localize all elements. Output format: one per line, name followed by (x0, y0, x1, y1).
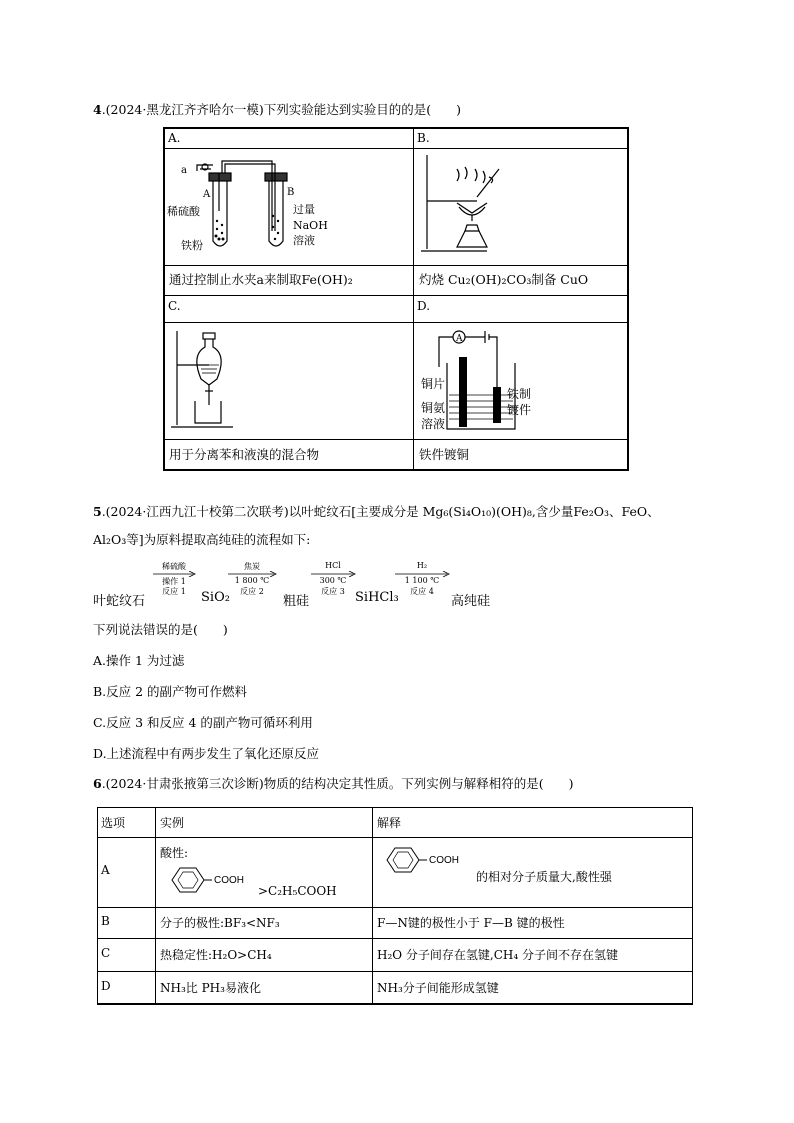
q5-option-b[interactable]: B.反应 2 的副产物可作燃料 (93, 684, 248, 699)
flow-step2-below: 反应 2 (240, 587, 264, 596)
label-solution: 溶液 (293, 234, 315, 247)
label-iron-part1: 铁制 (507, 387, 532, 401)
label-tube-a: A (203, 189, 211, 200)
label-naoh: NaOH (293, 219, 328, 232)
q6-row-line (98, 837, 692, 838)
label-iron-part2: 镀件 (507, 403, 532, 417)
q4-row-line (165, 439, 627, 440)
option-b-letter: B. (417, 131, 430, 145)
benzoic-acid-structure-icon (168, 864, 258, 896)
q6-row-d-opt: D (101, 979, 111, 993)
flow-start: 叶蛇纹石 (93, 594, 146, 609)
option-b-caption: 灼烧 Cu₂(OH)₂CO₃制备 CuO (419, 272, 589, 287)
option-d-caption: 铁件镀铜 (419, 447, 470, 462)
option-d-letter: D. (417, 299, 431, 313)
q6-row-d-example: NH₃比 PH₃易液化 (160, 981, 261, 995)
flow-step2-product: 粗硅 (283, 594, 310, 609)
flow-step2-above2: 1 800 ℃ (234, 576, 270, 585)
flow-step1-above: 稀硫酸 (162, 562, 186, 571)
q6-row-b-opt: B (101, 914, 110, 928)
option-a-letter: A. (168, 131, 181, 145)
label-cu-solution: 溶液 (421, 417, 446, 431)
q6-row-a-explain: 的相对分子质量大,酸性强 (476, 870, 612, 884)
flow-step3-below: 反应 3 (321, 587, 345, 596)
flow-step3-above: HCl (325, 561, 341, 570)
benzoic-acid-structure-icon (383, 844, 473, 876)
q6-header-option: 选项 (101, 816, 126, 830)
figure-c-apparatus (169, 325, 279, 437)
q4-option-table (163, 127, 629, 471)
q6-row-a-example-tail: >C₂H₅COOH (258, 884, 337, 898)
figure-b-apparatus (417, 151, 527, 263)
structure-cooh-b: COOH (429, 855, 459, 866)
q6-table (97, 807, 693, 1005)
q6-stem-text: .(2024·甘肃张掖第三次诊断)物质的结构决定其性质。下列实例与解释相符的是( ) (101, 776, 574, 791)
flow-step4-below: 反应 4 (410, 587, 434, 596)
q4-row-line (165, 148, 627, 149)
option-a-caption: 通过控制止水夹a来制取Fe(OH)₂ (169, 272, 353, 287)
ammeter-icon: A (456, 334, 463, 344)
flow-step4-above2: 1 100 ℃ (404, 576, 440, 585)
q6-row-line (98, 907, 692, 908)
figure-a-apparatus (167, 151, 337, 263)
label-dilute-acid: 稀硫酸 (167, 205, 200, 218)
flow-step2-above: 焦炭 (244, 562, 260, 571)
label-tube-b: B (287, 187, 295, 198)
q6-row-a-opt: A (101, 863, 110, 877)
q6-row-c-explain: H₂O 分子间存在氢键,CH₄ 分子间不存在氢键 (377, 948, 619, 962)
q6-header-example: 实例 (160, 816, 185, 830)
q6-row-b-explain: F—N键的极性小于 F—B 键的极性 (377, 916, 565, 930)
q6-header-explain: 解释 (377, 816, 402, 830)
q4-stem (93, 101, 461, 119)
flow-step1-above2: 操作 1 (162, 577, 186, 586)
q5-stem-line2: Al₂O₃等]为原料提取高纯硅的流程如下: (93, 532, 311, 547)
q5-flowchart (93, 558, 613, 608)
flow-step1-product: SiO₂ (201, 590, 230, 605)
q6-row-d-explain: NH₃分子间能形成氢键 (377, 981, 499, 995)
flow-step4-above: H₂ (416, 561, 428, 570)
label-cu-ammonia: 铜氨 (421, 401, 446, 415)
label-iron-powder: 铁粉 (181, 239, 203, 252)
q6-row-line (98, 938, 692, 939)
q6-row-c-example: 热稳定性:H₂O>CH₄ (160, 948, 272, 962)
q6-stem (93, 775, 573, 793)
q6-row-a-example-head: 酸性: (160, 846, 189, 860)
label-a: a (181, 165, 187, 176)
q5-option-c[interactable]: C.反应 3 和反应 4 的副产物可循环利用 (93, 715, 313, 730)
q5-question: 下列说法错误的是( ) (93, 622, 228, 637)
q4-row-line (165, 322, 627, 323)
option-c-caption: 用于分离苯和液溴的混合物 (169, 447, 320, 462)
q4-stem-text: .(2024·黑龙江齐齐哈尔一模)下列实验能达到实验目的的是( ) (101, 102, 461, 117)
q4-table-divider (413, 129, 414, 469)
flow-step1-below: 反应 1 (162, 587, 186, 596)
q4-row-line (165, 295, 627, 296)
q4-number: 4 (93, 102, 102, 117)
q5-stem-text: .(2024·江西九江十校第二次联考)以叶蛇纹石[主要成分是 Mg₆(Si₄O₁₀)(OH)₈,含少量Fe₂O₃、FeO、 (101, 504, 660, 519)
flow-step3-above2: 300 ℃ (319, 576, 347, 585)
q6-row-b-example: 分子的极性:BF₃<NF₃ (160, 916, 280, 930)
q5-option-a[interactable]: A.操作 1 为过滤 (93, 653, 185, 668)
q5-number: 5 (93, 504, 102, 519)
option-c-letter: C. (168, 299, 181, 313)
flow-step3-product: SiHCl₃ (355, 590, 399, 605)
q6-row-line (98, 971, 692, 972)
flow-step4-product: 高纯硅 (451, 594, 491, 609)
q4-row-line (165, 265, 627, 266)
structure-cooh-a: COOH (214, 875, 244, 886)
q5-option-d[interactable]: D.上述流程中有两步发生了氧化还原反应 (93, 746, 320, 761)
q6-number: 6 (93, 776, 102, 791)
q6-row-c-opt: C (101, 946, 111, 960)
label-copper-sheet: 铜片 (421, 377, 446, 391)
q5-stem-line1 (93, 503, 660, 521)
label-excess: 过量 (293, 203, 315, 216)
